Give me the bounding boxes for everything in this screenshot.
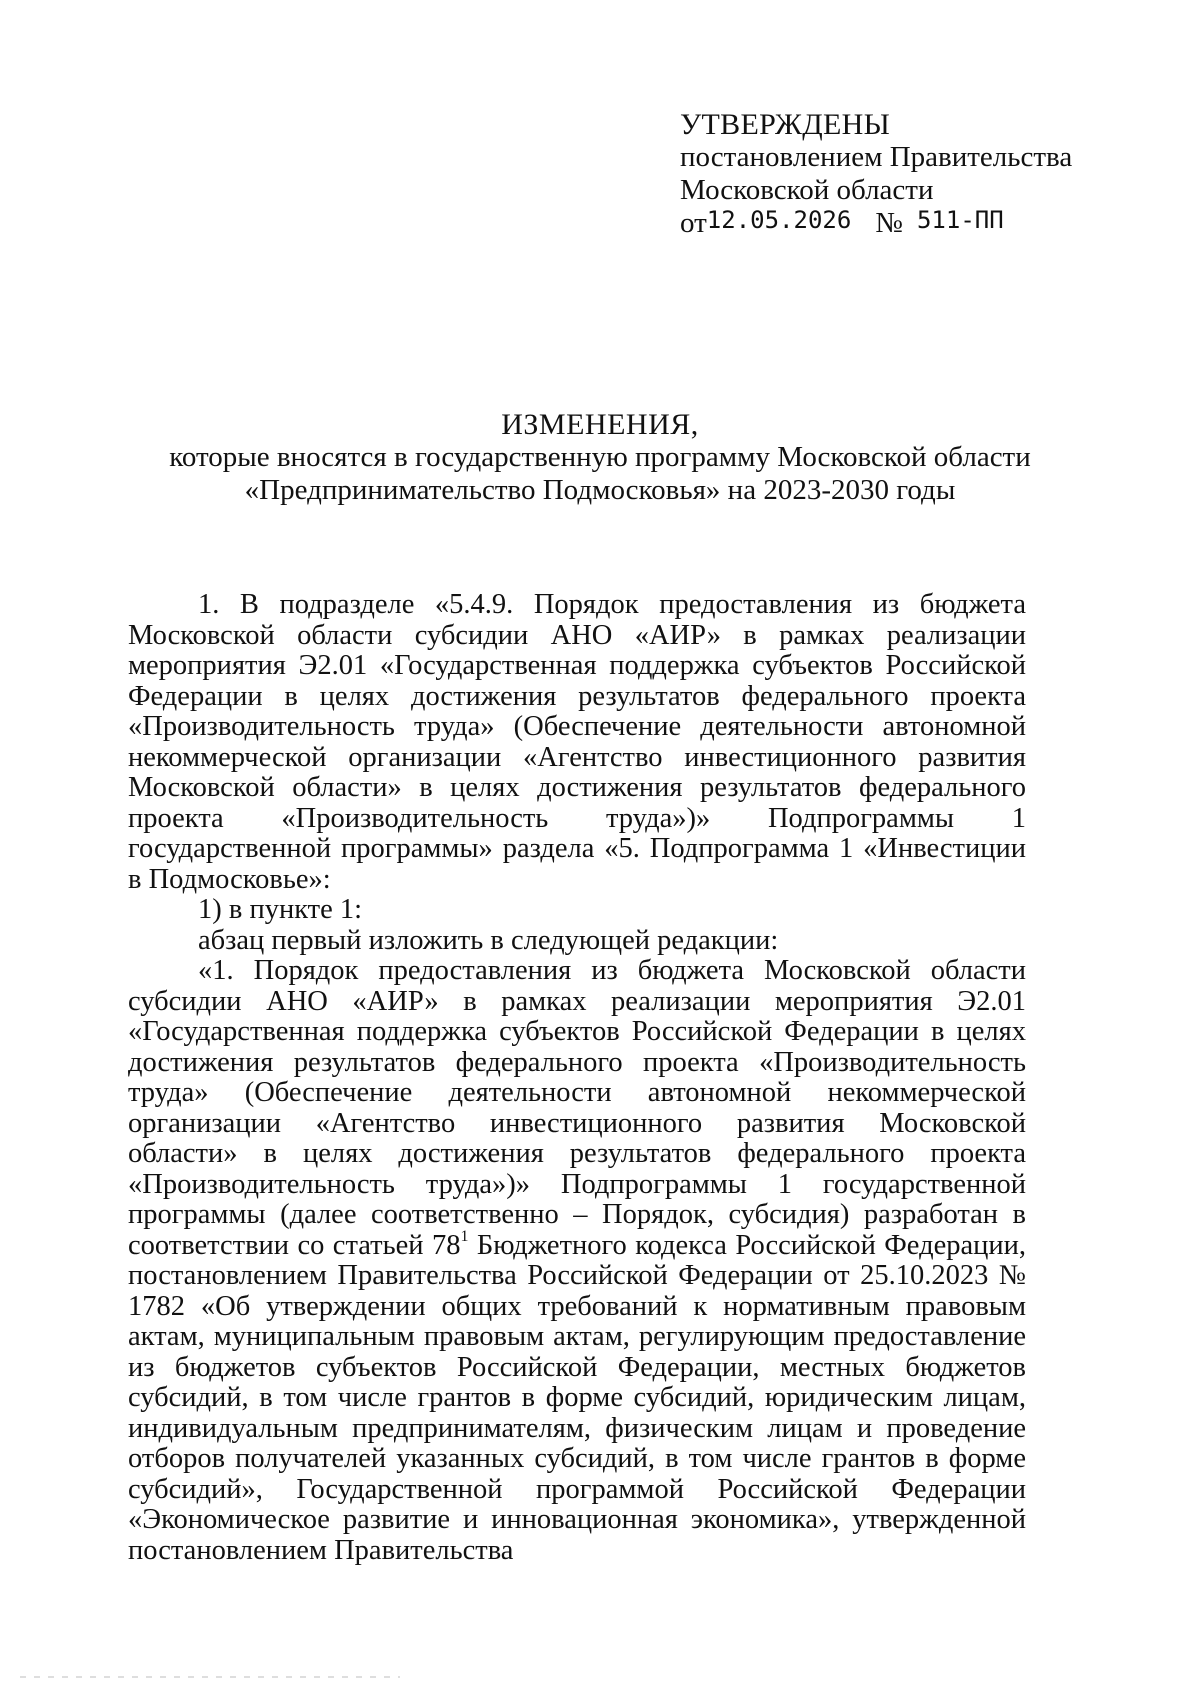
document-title-block [100, 408, 1100, 507]
paragraph-4 [128, 956, 1026, 1566]
document-heading: ИЗМЕНЕНИЯ, [501, 408, 699, 441]
approval-block [680, 108, 1080, 241]
approval-number: 511-ПП [916, 206, 1004, 234]
approval-title: УТВЕРЖДЕНЫ [680, 108, 891, 141]
approval-line-2: Московской области [680, 174, 934, 206]
paragraph-4-part-2: Бюджетного кодекса Российской Федерации, постановлением Правительства Российской Федерации от 25.10.2023 № 1782 «Об утверждении общих требований к нормативным правовым актам, муниципальным правовым актам, регулирующим предоставление из бюджетов субъектов Российской Федерации, местных бюджетов субсидий, в том числе грантов в форме субсидий, юридическим лицам, индивидуальным предпринимателям, физическим лицам и проведение отборов получателей указанных субсидий, в том числе грантов в форме субсидий», Государственной программой Российской Федерации «Экономическое развитие и инновационная экономика», утвержденной постановлением Правительства [128, 1229, 1026, 1566]
paragraph-1: 1. В подразделе «5.4.9. Порядок предоставления из бюджета Московской области субсидии АНО «АИР» в рамках реализации мероприятия Э2.01 «Государственная поддержка субъектов Российской Федерации в целях достижения результатов федерального проекта «Производительность труда» (Обеспечение деятельности автономной некоммерческой организации «Агентство инвестиционного развития Московской области» в целях достижения результатов федерального проекта «Производительность труда»)» Подпрограммы 1 государственной программы» раздела «5. Подпрограмма 1 «Инвестиции в Подмосковье»: [128, 589, 1026, 895]
paragraph-4-part-1: «1. Порядок предоставления из бюджета Московской области субсидии АНО «АИР» в рамках реализации мероприятия Э2.01 «Государственная поддержка субъектов Российской Федерации в целях достижения результатов федерального проекта «Производительность труда» (Обеспечение деятельности автономной некоммерческой организации «Агентство инвестиционного развития Московской области» в целях достижения результатов федерального проекта «Производительность труда»)» Подпрограммы 1 государственной программы (далее соответственно – Порядок, субсидия) разработан в соответствии со статьей 78 [128, 955, 1026, 1261]
date-prefix: от [680, 207, 707, 239]
scan-artifact-line [20, 1676, 400, 1678]
document-body [128, 590, 1026, 1566]
approval-date-line [680, 207, 1080, 241]
document-subtitle-line-2: «Предпринимательство Подмосковья» на 2023-2030 годы [244, 474, 956, 506]
paragraph-2: 1) в пункте 1: [198, 894, 363, 925]
paragraph-4-superscript: 1 [460, 1228, 469, 1245]
paragraph-3: абзац первый изложить в следующей редакции: [198, 924, 779, 956]
approval-line-1: постановлением Правительства [680, 141, 1073, 173]
number-sign: № [875, 207, 903, 239]
document-subtitle-line-1: которые вносятся в государственную программу Московской области [169, 441, 1031, 473]
approval-date: 12.05.2026 [706, 206, 852, 234]
